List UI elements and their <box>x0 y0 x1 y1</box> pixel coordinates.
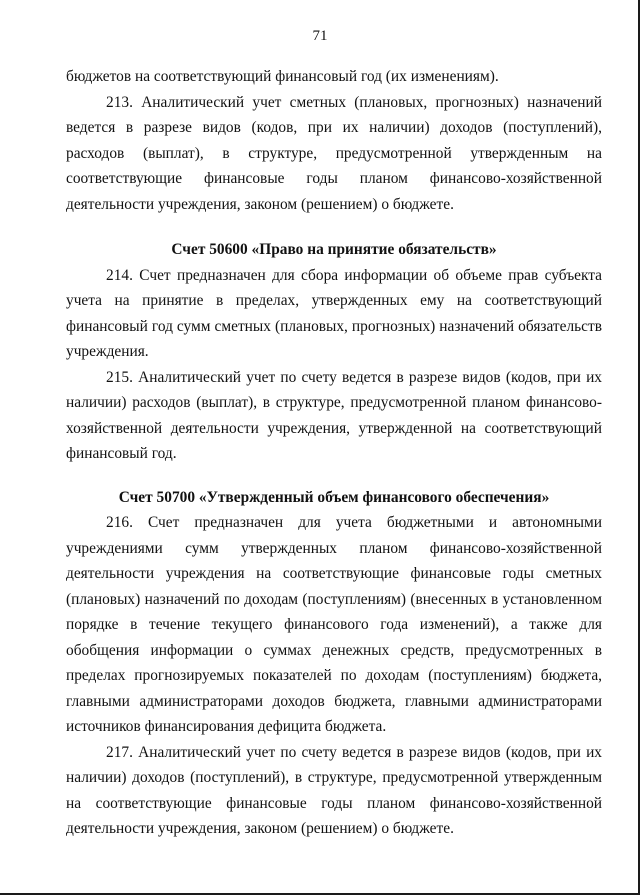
section-heading-50700: Счет 50700 «Утвержденный объем финансового обеспечения» <box>118 488 550 506</box>
paragraph-217: 217. Аналитический учет по счету ведется в разрезе видов (кодов, при их наличии) доходов (поступлений), в структуре, предусмотренной утвержденным на соответствующие финансовые годы планом финансово-хозяйственной деятельности учреждения, законом (решением) о бюджете. <box>66 743 602 837</box>
paragraph-213: 213. Аналитический учет сметных (плановых, прогнозных) назначений ведется в разрезе видов (кодов, при их наличии) доходов (поступлений), расходов (выплат), в структуре, предусмотренной утвержденным на соответствующие финансовые годы планом финансово-хозяйственной деятельности учреждения, законом (решением) о бюджете. <box>66 93 602 213</box>
paragraph-216: 216. Счет предназначен для учета бюджетными и автономными учреждениями сумм утвержденных планом финансово-хозяйственной деятельности учреждения на соответствующие финансовые годы сметных (плановых) назначений по доходам (поступлениям) (внесенных в установленном порядке в течение текущего финансового года изменений), а также для обобщения информации о суммах денежных средств, предусмотренных в пределах прогнозируемых показателей по доходам (поступлениям) бюджета, главными администраторами доходов бюджета, главными администраторами источников финансирования дефицита бюджета. <box>66 514 602 735</box>
section-spacer <box>66 217 602 237</box>
page-number: 71 <box>312 28 328 44</box>
paragraph-215: 215. Аналитический учет по счету ведется в разрезе видов (кодов, при их наличии) расходов (выплат), в структуре, предусмотренной планом финансово-хозяйственной деятельности учреждения, утвержденной на соответствующий финансовый год. <box>66 368 602 462</box>
paragraph-continuation: бюджетов на соответствующий финансовый год (их изменениям). <box>66 68 499 85</box>
document-body <box>66 64 602 842</box>
section-heading-50600: Счет 50600 «Право на принятие обязательств» <box>171 241 497 258</box>
paragraph-214: 214. Счет предназначен для сбора информации об объеме прав субъекта учета на принятие в пределах, утвержденных ему на соответствующий финансовый год сумм сметных (плановых, прогнозных) назначений обязательств учреждения. <box>66 266 602 360</box>
section-spacer <box>66 467 602 485</box>
